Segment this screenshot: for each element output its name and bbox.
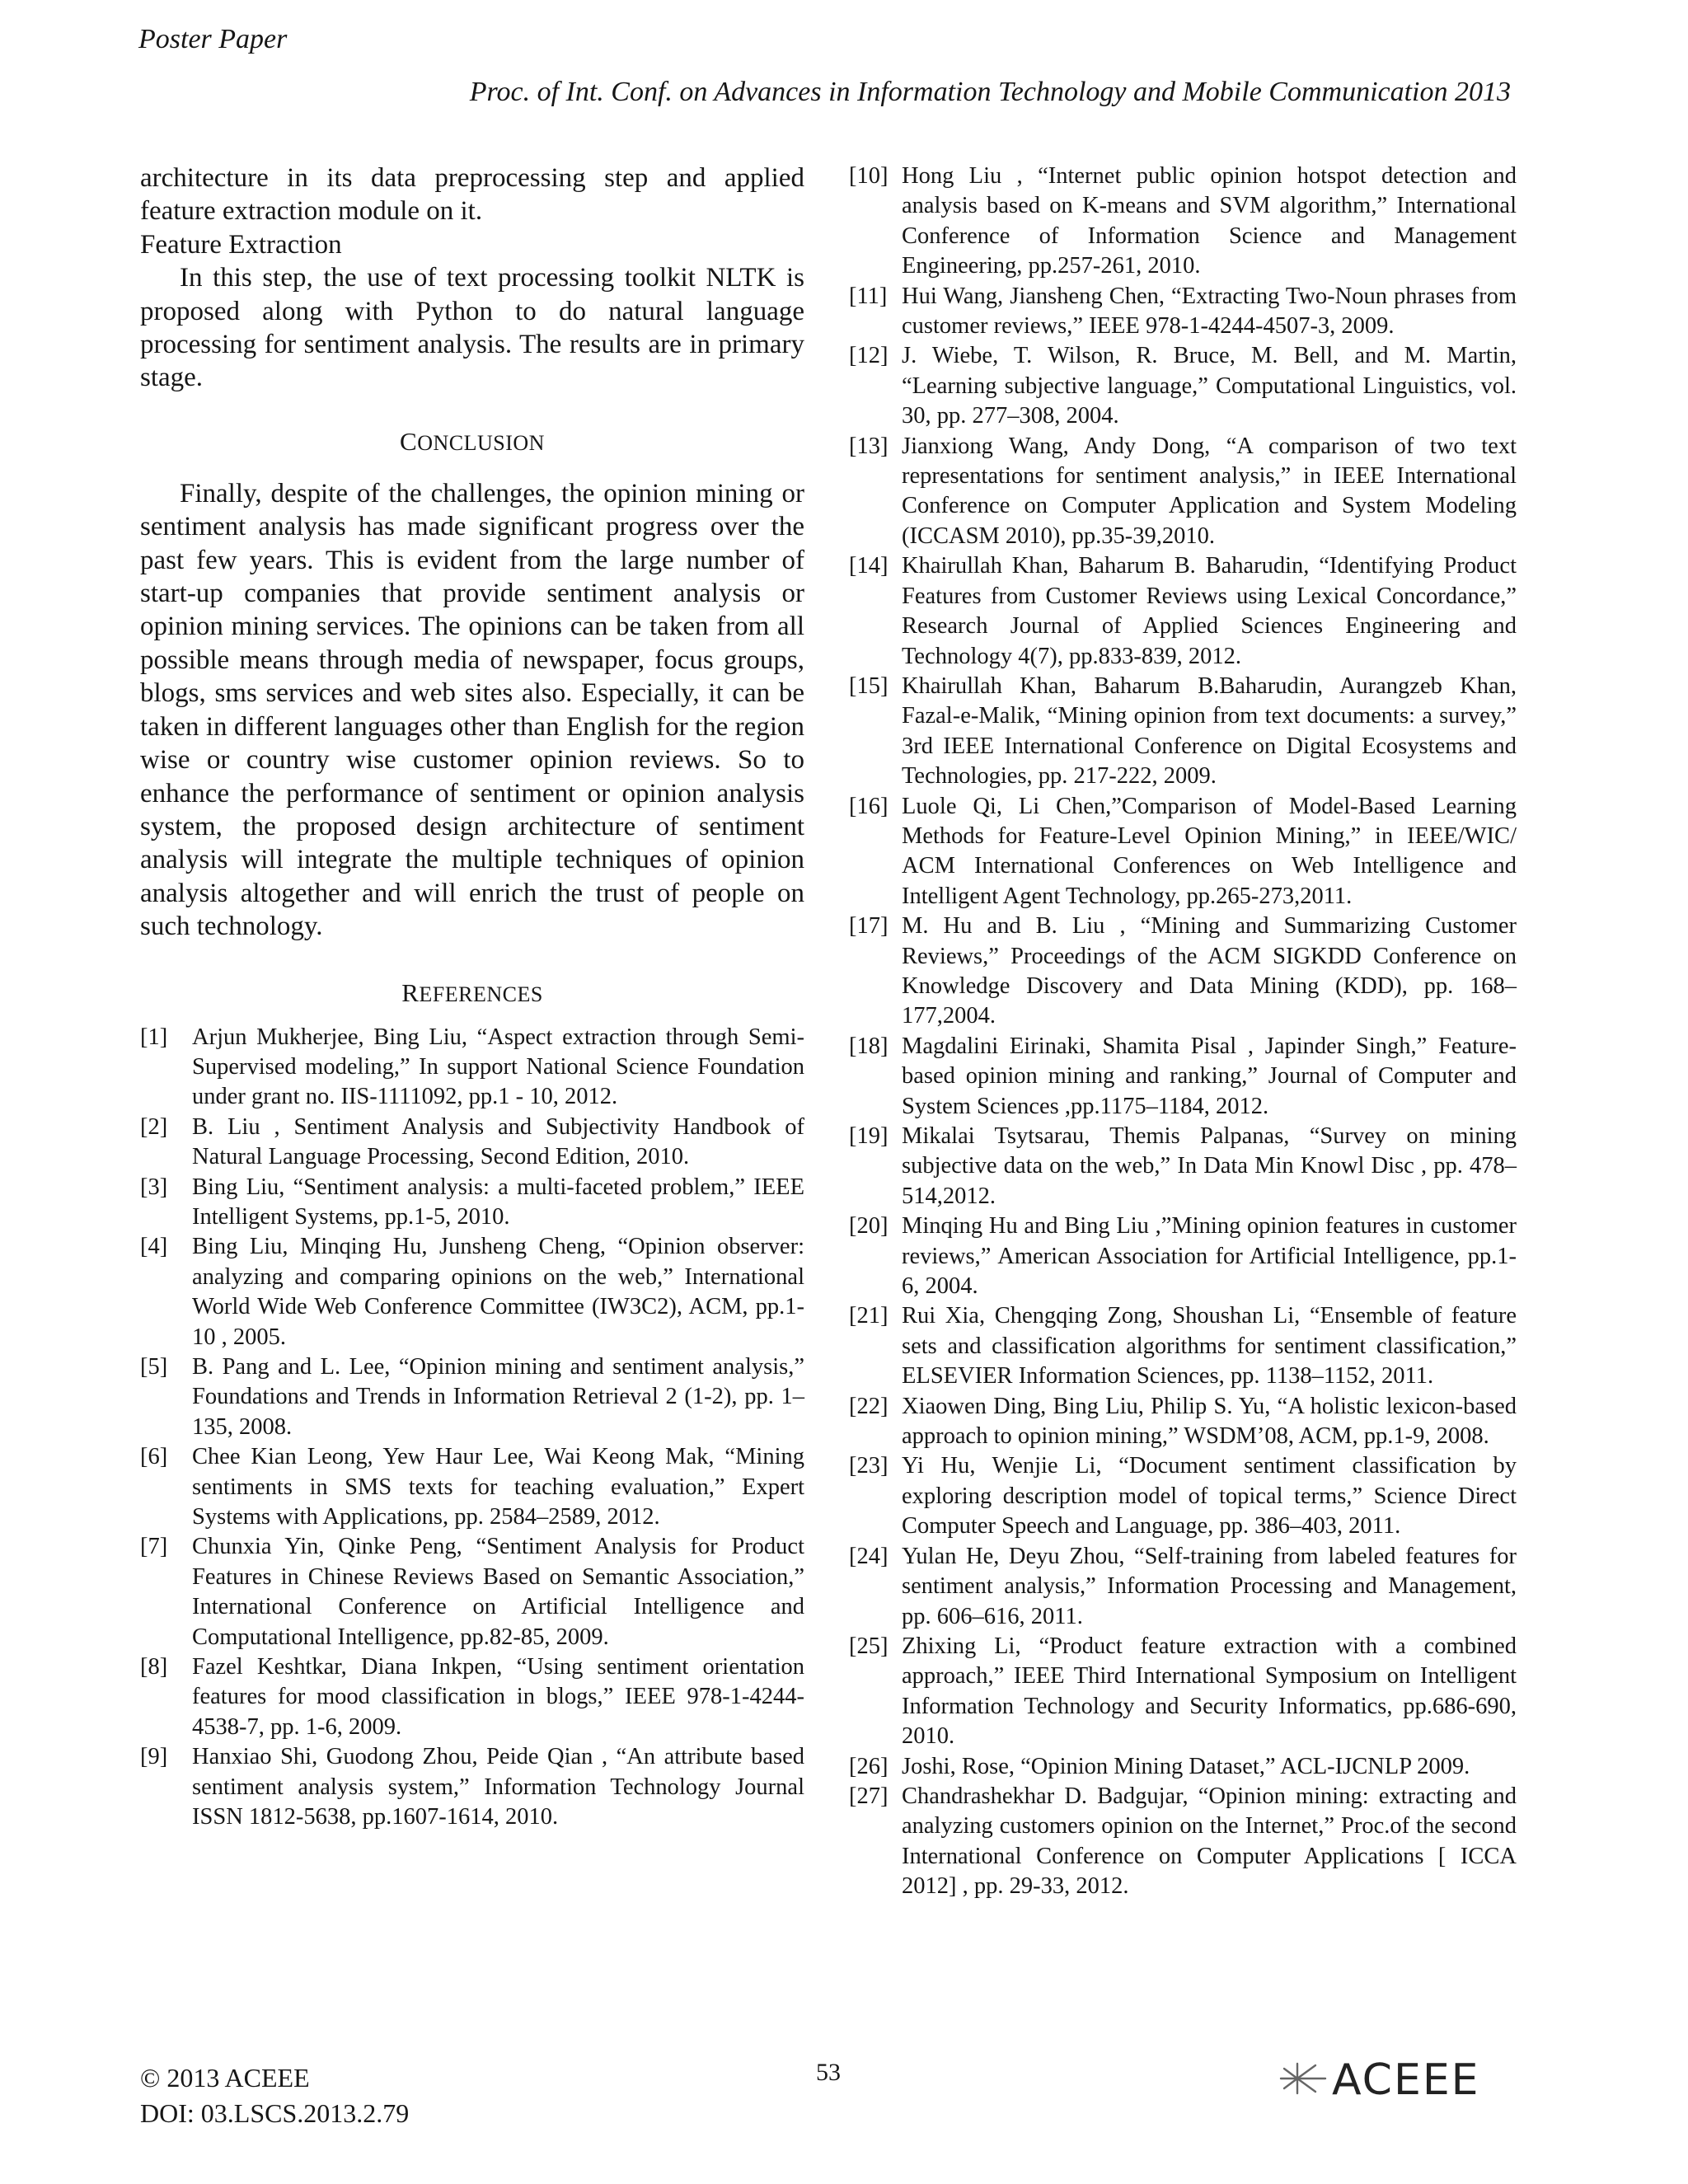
- reference-item: [140, 1232, 804, 1352]
- reference-text: J. Wiebe, T. Wilson, R. Bruce, M. Bell, and M. Martin, “Learning subjective language,” Computational Linguistics, vol. 30, pp. 277–308, 2004.: [902, 343, 1517, 429]
- reference-text: Bing Liu, Minqing Hu, Junsheng Cheng, “Opinion observer: analyzing and comparing opinions on the web,” International World Wide Web Conference Committee (IW3C2), ACM, pp.1-10 , 2005.: [192, 1234, 804, 1350]
- references-heading-rest: EFERENCES: [419, 982, 543, 1006]
- reference-number: [13]: [849, 433, 889, 459]
- reference-item: [849, 1451, 1517, 1541]
- reference-text: M. Hu and B. Liu , “Mining and Summarizing Customer Reviews,” Proceedings of the ACM SIGKDD Conference on Knowledge Discovery and Data Mining (KDD), pp. 168–177,2004.: [902, 913, 1517, 1029]
- reference-text: Hui Wang, Jiansheng Chen, “Extracting Two-Noun phrases from customer reviews,” IEEE 978-1-4244-4507-3, 2009.: [902, 283, 1517, 340]
- reference-text: Chee Kian Leong, Yew Haur Lee, Wai Keong Mak, “Mining sentiments in SMS texts for teaching evaluation,” Expert Systems with Applications, pp. 2584–2589, 2012.: [192, 1444, 804, 1530]
- reference-number: [1]: [140, 1024, 168, 1050]
- reference-number: [22]: [849, 1393, 889, 1419]
- references-heading: [140, 977, 804, 1011]
- reference-item: [140, 1652, 804, 1742]
- feature-extraction-heading: Feature Extraction: [140, 229, 342, 260]
- reference-text: Khairullah Khan, Baharum B.Baharudin, Aurangzeb Khan, Fazal-e-Malik, “Mining opinion from text documents: a survey,” 3rd IEEE International Conference on Digital Ecosystems and Technologies, pp. 217-222, 2009.: [902, 673, 1517, 790]
- reference-item: [849, 912, 1517, 1032]
- reference-item: [140, 1742, 804, 1832]
- reference-text: Chandrashekhar D. Badgujar, “Opinion mining: extracting and analyzing customers opinion on the Internet,” Proc.of the second International Conference on Computer Applications [ ICCA 2012] , pp. 29-33, 2012.: [902, 1783, 1517, 1900]
- reference-number: [9]: [140, 1744, 168, 1770]
- conclusion-heading-rest: ONCLUSION: [417, 430, 545, 455]
- reference-number: [26]: [849, 1753, 889, 1779]
- reference-number: [12]: [849, 343, 889, 369]
- reference-item: [849, 1032, 1517, 1122]
- reference-number: [11]: [849, 283, 888, 309]
- reference-text: Zhixing Li, “Product feature extraction with a combined approach,” IEEE Third International Symposium on Intelligent Information Technology and Security Informatics, pp.686-690, 2010.: [902, 1633, 1517, 1750]
- reference-text: Hanxiao Shi, Guodong Zhou, Peide Qian , “An attribute based sentiment analysis system,” Information Technology Journal ISSN 1812-5638, pp.1607-1614, 2010.: [192, 1744, 804, 1830]
- reference-number: [4]: [140, 1234, 168, 1260]
- reference-item: [140, 1023, 804, 1113]
- intro-paragraph: architecture in its data preprocessing step and applied feature extraction module on it.: [140, 163, 804, 227]
- reference-item: [849, 1122, 1517, 1212]
- reference-text: Yulan He, Deyu Zhou, “Self-training from labeled features for sentiment analysis,” Information Processing and Management, pp. 606–616, 2011.: [902, 1543, 1517, 1629]
- reference-text: Jianxiong Wang, Andy Dong, “A comparison of two text representations for sentiment analysis,” in IEEE International Conference on Computer Application and System Modeling (ICCASM 2010), pp.35-39,2010.: [902, 433, 1517, 549]
- reference-item: [140, 1173, 804, 1233]
- reference-text: Khairullah Khan, Baharum B. Baharudin, “Identifying Product Features from Customer Reviews using Lexical Concordance,” Research Journal of Applied Sciences Engineering and Technology 4(7), pp.833-839, 2012.: [902, 553, 1517, 669]
- reference-item: [849, 1392, 1517, 1452]
- reference-number: [20]: [849, 1213, 889, 1240]
- reference-text: Joshi, Rose, “Opinion Mining Dataset,” ACL-IJCNLP 2009.: [902, 1753, 1470, 1779]
- reference-number: [15]: [849, 673, 889, 699]
- running-header-right: Proc. of Int. Conf. on Advances in Information Technology and Mobile Communication 2013: [469, 77, 1511, 107]
- reference-item: [849, 551, 1517, 672]
- reference-text: Fazel Keshtkar, Diana Inkpen, “Using sentiment orientation features for mood classification in blogs,” IEEE 978-1-4244-4538-7, pp. 1-6, 2009.: [192, 1654, 804, 1740]
- reference-number: [14]: [849, 553, 889, 579]
- star-burst-icon: [1279, 2060, 1327, 2101]
- reference-number: [16]: [849, 793, 889, 819]
- reference-text: Xiaowen Ding, Bing Liu, Philip S. Yu, “A holistic lexicon-based approach to opinion mining,” WSDM’08, ACM, pp.1-9, 2008.: [902, 1393, 1517, 1450]
- reference-text: B. Pang and L. Lee, “Opinion mining and sentiment analysis,” Foundations and Trends in Information Retrieval 2 (1-2), pp. 1–135, 2008.: [192, 1354, 804, 1440]
- reference-item: [140, 1532, 804, 1652]
- logo-text: ACEEE: [1332, 2055, 1480, 2105]
- reference-item: [849, 1632, 1517, 1752]
- reference-item: [849, 1782, 1517, 1902]
- reference-number: [17]: [849, 913, 889, 940]
- reference-list-left: [140, 1023, 804, 1833]
- reference-text: Mikalai Tsytsarau, Themis Palpanas, “Survey on mining subjective data on the web,” In Data Min Knowl Disc , pp. 478–514,2012.: [902, 1123, 1517, 1209]
- reference-item: [849, 282, 1517, 342]
- reference-text: Minqing Hu and Bing Liu ,”Mining opinion features in customer reviews,” American Association for Artificial Intelligence, pp.1-6, 2004.: [902, 1213, 1517, 1300]
- reference-item: [140, 1113, 804, 1173]
- doi-text: DOI: 03.LSCS.2013.2.79: [140, 2098, 410, 2128]
- reference-text: Arjun Mukherjee, Bing Liu, “Aspect extraction through Semi-Supervised modeling,” In support National Science Foundation under grant no. IIS-1111092, pp.1 - 10, 2012.: [192, 1024, 804, 1110]
- page-number: 53: [816, 2059, 841, 2086]
- reference-item: [849, 162, 1517, 282]
- reference-item: [849, 672, 1517, 792]
- reference-item: [849, 1212, 1517, 1301]
- reference-number: [25]: [849, 1633, 889, 1659]
- footer-info: [140, 2060, 409, 2131]
- reference-list-right: [849, 162, 1517, 1902]
- right-column: [849, 162, 1517, 1902]
- conclusion-heading: [140, 425, 804, 460]
- reference-text: B. Liu , Sentiment Analysis and Subjectivity Handbook of Natural Language Processing, Second Edition, 2010.: [192, 1113, 804, 1170]
- reference-text: Luole Qi, Li Chen,”Comparison of Model-Based Learning Methods for Feature-Level Opinion Mining,” in IEEE/WIC/ ACM International Conferences on Web Intelligence and Intelligent Agent Technology, pp.265-273,2011.: [902, 793, 1517, 909]
- reference-text: Magdalini Eirinaki, Shamita Pisal , Japinder Singh,” Feature-based opinion mining and ranking,” Journal of Computer and System Sciences ,pp.1175–1184, 2012.: [902, 1033, 1517, 1119]
- reference-text: Bing Liu, “Sentiment analysis: a multi-faceted problem,” IEEE Intelligent Systems, pp.1-5, 2010.: [192, 1174, 804, 1230]
- reference-item: [849, 341, 1517, 431]
- reference-item: [849, 1752, 1517, 1782]
- references-heading-cap: R: [401, 977, 420, 1007]
- reference-item: [140, 1442, 804, 1532]
- reference-number: [21]: [849, 1303, 889, 1329]
- reference-item: [849, 792, 1517, 912]
- copyright-text: © 2013 ACEEE: [140, 2063, 310, 2093]
- reference-text: Hong Liu , “Internet public opinion hotspot detection and analysis based on K-means and SVM algorithm,” International Conference of Information Science and Management Engineering, pp.257-261, 2010.: [902, 163, 1517, 279]
- reference-text: Yi Hu, Wenjie Li, “Document sentiment classification by exploring description model of topical terms,” Science Direct Computer Speech and Language, pp. 386–403, 2011.: [902, 1453, 1517, 1540]
- reference-item: [849, 432, 1517, 552]
- running-header-left: Poster Paper: [138, 24, 288, 54]
- reference-text: Rui Xia, Chengqing Zong, Shoushan Li, “Ensemble of feature sets and classification algorithms for sentiment classification,” ELSEVIER Information Sciences, pp. 1138–1152, 2011.: [902, 1303, 1517, 1390]
- reference-number: [5]: [140, 1354, 168, 1380]
- reference-number: [6]: [140, 1444, 168, 1470]
- feature-extraction-paragraph: In this step, the use of text processing toolkit NLTK is proposed along with Python to do natural language processing for sentiment analysis. The results are in primary stage.: [140, 263, 804, 393]
- reference-number: [3]: [140, 1174, 168, 1200]
- left-column: [140, 162, 804, 1833]
- reference-number: [7]: [140, 1534, 168, 1560]
- reference-number: [19]: [849, 1123, 889, 1149]
- conclusion-paragraph: Finally, despite of the challenges, the opinion mining or sentiment analysis has made significant progress over the past few years. This is evident from the large number of start-up companies that provide sentiment analysis or opinion mining services. The opinions can be taken from all possible means through media of newspaper, focus groups, blogs, sms services and web sites also. Especially, it can be taken in different languages other than English for the region wise or country wise customer opinion reviews. So to enhance the performance of sentiment or opinion analysis system, the proposed design architecture of sentiment analysis will integrate the multiple techniques of opinion analysis altogether and will enrich the trust of people on such technology.: [140, 478, 804, 942]
- reference-number: [27]: [849, 1783, 889, 1809]
- reference-number: [24]: [849, 1543, 889, 1569]
- reference-item: [849, 1542, 1517, 1632]
- reference-number: [8]: [140, 1654, 168, 1680]
- aceee-logo: [1279, 2055, 1480, 2105]
- reference-number: [10]: [849, 163, 889, 189]
- reference-item: [849, 1301, 1517, 1391]
- reference-number: [23]: [849, 1453, 889, 1479]
- reference-item: [140, 1352, 804, 1442]
- reference-number: [18]: [849, 1033, 889, 1059]
- conclusion-heading-cap: C: [400, 426, 418, 456]
- reference-text: Chunxia Yin, Qinke Peng, “Sentiment Analysis for Product Features in Chinese Reviews Based on Semantic Association,” International Conference on Artificial Intelligence and Computational Intelligence, pp.82-85, 2009.: [192, 1534, 804, 1650]
- reference-number: [2]: [140, 1113, 168, 1140]
